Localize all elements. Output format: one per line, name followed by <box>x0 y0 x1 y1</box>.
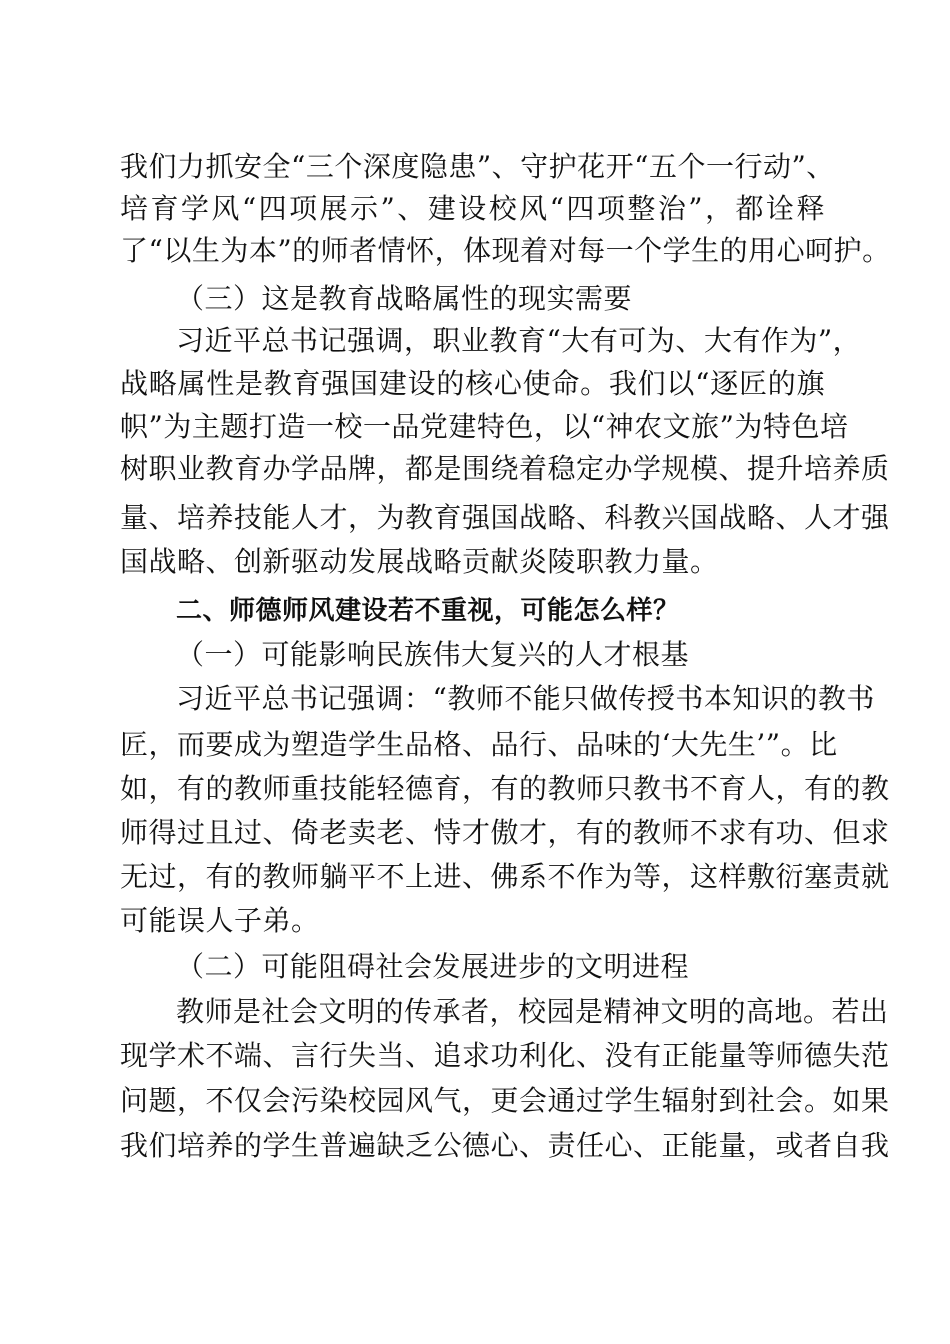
subheading: （三）这是教育战略属性的现实需要 <box>176 282 633 315</box>
paragraph-line: 问题，不仅会污染校园风气，更会通过学生辐射到社会。如果 <box>120 1084 890 1117</box>
paragraph-line: 我们力抓安全“三个深度隐患”、守护花开“五个一行动”、 <box>120 150 835 183</box>
subheading: （一）可能影响民族伟大复兴的人才根基 <box>176 638 690 671</box>
paragraph-line: 习近平总书记强调：“教师不能只做传授书本知识的教书 <box>176 682 875 715</box>
paragraph-line: 匠，而要成为塑造学生品格、品行、品味的‘大先生’”。比 <box>120 728 838 761</box>
paragraph-line: 现学术不端、言行失当、追求功利化、没有正能量等师德失范 <box>120 1039 890 1072</box>
paragraph-line: 师得过且过、倚老卖老、恃才傲才，有的教师不求有功、但求 <box>120 816 890 849</box>
paragraph-line: 树职业教育办学品牌，都是围绕着稳定办学规模、提升培养质 <box>120 452 890 485</box>
paragraph-line: 教师是社会文明的传承者，校园是精神文明的高地。若出 <box>176 995 889 1028</box>
paragraph-line: 我们培养的学生普遍缺乏公德心、责任心、正能量，或者自我 <box>120 1129 890 1162</box>
paragraph-line: 量、培养技能人才，为教育强国战略、科教兴国战略、人才强 <box>120 501 890 534</box>
subheading: （二）可能阻碍社会发展进步的文明进程 <box>176 950 690 983</box>
paragraph-line: 国战略、创新驱动发展战略贡献炎陵职教力量。 <box>120 545 719 578</box>
paragraph-line: 帜”为主题打造一校一品党建特色，以“神农文旅”为特色培 <box>120 410 849 443</box>
paragraph-line: 无过，有的教师躺平不上进、佛系不作为等，这样敷衍塞责就 <box>120 860 890 893</box>
section-heading: 二、师德师风建设若不重视，可能怎么样？ <box>176 596 680 626</box>
paragraph-line: 战略属性是教育强国建设的核心使命。我们以“逐匠的旗 <box>120 367 825 400</box>
paragraph-line: 了“以生为本”的师者情怀，体现着对每一个学生的用心呵护。 <box>120 234 891 267</box>
paragraph-line: 习近平总书记强调，职业教育“大有可为、大有作为”， <box>176 324 862 357</box>
paragraph-line: 如，有的教师重技能轻德育，有的教师只教书不育人，有的教 <box>120 772 890 805</box>
paragraph-line: 可能误人子弟。 <box>120 904 320 937</box>
paragraph-line: 培育学风“四项展示”、建设校风“四项整治”，都诠释 <box>120 192 825 225</box>
